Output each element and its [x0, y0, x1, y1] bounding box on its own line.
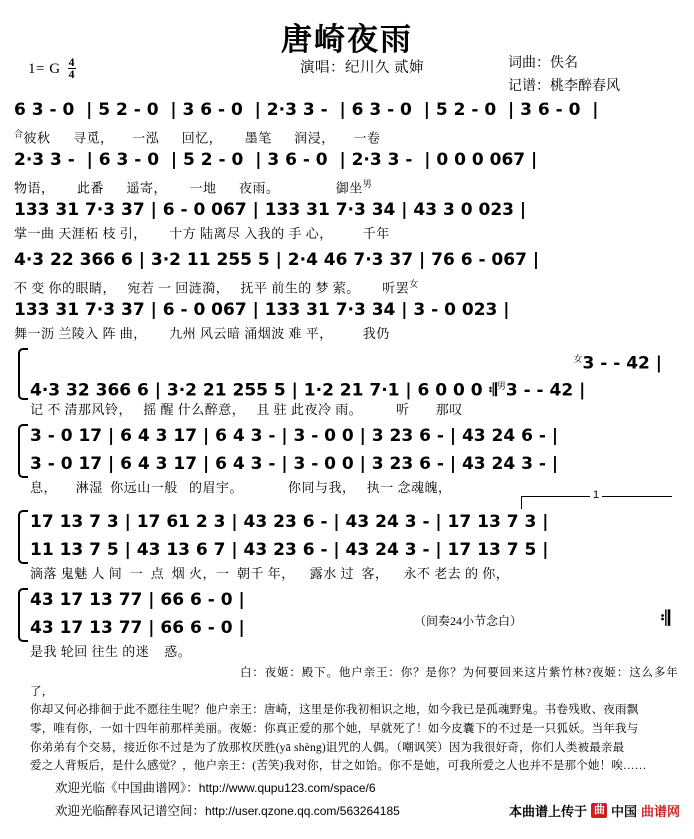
lyric-row — [30, 642, 680, 662]
music-system-8 — [14, 489, 680, 584]
ending-number: 1 — [590, 489, 602, 501]
note-row: 4·3 22 366 6 | 3·2 11 255 5 | 2·4 46 7·3 37 | 76 6 - 067 | — [14, 250, 540, 270]
note-row-upper: 3 - 0 17 | 6 4 3 17 | 6 4 3 - | 3 - 0 0 | 3 23 6 - | 43 24 6 - | — [30, 426, 559, 446]
brand-logo-icon: 曲 — [591, 803, 607, 817]
music-system-2 — [14, 146, 680, 194]
sheet-header — [0, 0, 694, 96]
key-signature — [28, 55, 76, 82]
upper-tail-notes: 3 - - 42 | — [582, 353, 662, 374]
music-system-3 — [14, 196, 680, 244]
footer-link-1-url[interactable]: http://www.qupu123.com/space/6 — [198, 781, 376, 795]
page-title: 唐崎夜雨 — [281, 22, 413, 58]
dialogue-text: 白：夜姬：殿下。他户亲王：你？是你？为何要回来这片紫竹林?夜姬：这么多年了， — [30, 667, 678, 698]
note-row-lower: 3 - 0 17 | 6 4 3 17 | 6 4 3 - | 3 - 0 0 | 3 23 6 - | 43 24 3 - | — [30, 454, 559, 474]
lyric-row: 记 不 清那风铃， 摇 醒 什么醉意， 且 驻 此夜冷 雨。 听 那叹 — [30, 402, 463, 417]
time-signature — [68, 57, 76, 81]
footer-link-row-2 — [55, 800, 400, 823]
music-score — [0, 96, 694, 662]
lyric-text: 彼秋 寻觅， 一泓 回忆， 墨笔 润浸， 一卷 — [23, 130, 381, 146]
music-system-9 — [14, 586, 680, 662]
time-signature-numerator: 4 — [68, 55, 75, 69]
brand-name-red: 曲谱网 — [640, 804, 680, 819]
note-row: 2·3 3 - | 6 3 - 0 | 5 2 - 0 | 3 6 - 0 | 2·3 3 - | 0 0 0 067 | — [14, 150, 538, 170]
lyric-row: 息， 淋湿 你远山一般 的眉宇。 你同与我， 执一 念魂魄， — [30, 480, 452, 495]
footer-link-row-1 — [55, 777, 400, 800]
note-row: 6 3 - 0 | 5 2 - 0 | 3 6 - 0 | 2·3 3 - | 6 3 - 0 | 5 2 - 0 | 3 6 - 0 | — [14, 100, 599, 120]
sheet-footer — [0, 775, 694, 831]
note-row: 4·3 32 366 6 | 3·2 21 255 5 | 1·2 21 7·1 | 6 0 0 0 𝄇$^男$3 - - 42 | — [30, 380, 586, 401]
credit-singer: 演唱：纪川久 贰婶 — [300, 60, 425, 76]
dialogue-line-5: 爱之人背叛后，是什么感觉？，他户亲王：(苦笑)我对你，甘之如饴。你不是她，可我所爱之人也并不是那个她！唉…… — [30, 760, 647, 773]
footer-link-2-url[interactable]: http://user.qzone.qq.com/563264185 — [205, 804, 400, 819]
music-system-5 — [14, 296, 680, 344]
voice-mark-female: 女 — [573, 354, 583, 364]
credit-transcriber: 记谱：桃李醉春风 — [508, 79, 620, 95]
note-row-lower: 11 13 7 5 | 43 13 6 7 | 43 23 6 - | 43 24 3 - | 17 13 7 5 | — [30, 540, 549, 560]
spoken-dialogue — [30, 664, 678, 776]
dialogue-line-3: 零，唯有你，一如十四年前那样美丽。夜姬：你真正爱的那个她，早就死了！如今皮囊下的不过是一只狐妖。当年我与 — [30, 722, 639, 735]
footer-links — [55, 777, 400, 823]
dialogue-line-4: 你弟弟有个交易，接近你不过是为了放那枚厌胜(yā shèng)诅咒的人偶。（嘲讽笑）因为我很好奇，你们人类被最亲最 — [30, 741, 625, 754]
upper-tail-row — [30, 346, 680, 372]
credit-block — [508, 52, 620, 98]
time-signature-denominator: 4 — [68, 67, 75, 82]
brand-watermark — [509, 801, 680, 820]
voice-mark: 合 — [14, 129, 24, 139]
note-row-lower — [30, 614, 680, 642]
lyric-row — [14, 124, 680, 144]
note-row-upper: 17 13 7 3 | 17 61 2 3 | 43 23 6 - | 43 24 3 - | 17 13 7 3 | — [30, 512, 549, 532]
lyric-text: 不 变 你的眼睛， 宛若 一 回涟漪， 抚平 前生的 梦 萦。 听罢 — [14, 280, 410, 296]
voice-mark: 女 — [409, 279, 419, 289]
lyric-row — [14, 174, 680, 194]
end-repeat-barline: 𝄇 — [660, 606, 670, 630]
brand-name-cn: 中国 — [610, 804, 637, 819]
footer-link-2-label: 欢迎光临醉春风记谱空间： — [55, 804, 206, 819]
key-label: 1= G — [28, 61, 61, 78]
lyric-row — [14, 274, 680, 294]
lyric-text: 物语， 此番 遥寄， 一地 夜雨。 御坐 — [14, 180, 363, 196]
music-system-1 — [14, 96, 680, 144]
footer-link-1-label: 欢迎光临《中国曲谱网》： — [55, 781, 199, 795]
lyric-row: 舞一沥 兰陵入 阵 曲， 九州 风云暗 涌烟波 难 平， 我仍 — [14, 326, 390, 341]
lyric-text: 是我 轮回 往生 的迷 惑。 — [30, 644, 192, 659]
note-row: 133 31 7·3 37 | 6 - 0 067 | 133 31 7·3 34 | 3 - 0 023 | — [14, 300, 510, 320]
note-row: 133 31 7·3 37 | 6 - 0 067 | 133 31 7·3 34 | 43 3 0 023 | — [14, 200, 527, 220]
interlude-annotation: （间奏24小节念白） — [414, 614, 523, 628]
dialogue-line-1 — [30, 664, 678, 701]
note-row-upper: 43 17 13 77 | 66 6 - 0 | — [30, 590, 245, 610]
lower-notes: 43 17 13 77 | 66 6 - 0 | — [30, 618, 245, 638]
voice-mark-male: 男 — [496, 381, 506, 391]
music-system-7 — [14, 422, 680, 498]
dialogue-line-2: 你却又何必排徊于此不愿往生呢？他户亲王：唐崎，这里是你我初相识之地，如今我已是孤魂野鬼。书卷残败、夜雨飘 — [30, 704, 639, 717]
lower-tail-notes: 3 - - 42 | — [505, 380, 586, 401]
brand-prefix: 本曲谱上传于 — [508, 804, 587, 819]
credit-composer: 词曲：佚名 — [508, 56, 578, 71]
lyric-row: 滴落 鬼魅 人 间 一 点 烟 火，一 朝千 年， 露水 过 客， 永不 老去 的 你， — [30, 566, 510, 581]
music-system-4 — [14, 246, 680, 294]
voice-mark: 男 — [362, 179, 373, 189]
lyric-row: 掌一曲 天涯柘 枝 引， 十方 陆离尽 入我的 手 心， 千年 — [14, 226, 390, 241]
music-system-6 — [14, 346, 680, 420]
main-notes: 4·3 32 366 6 | 3·2 21 255 5 | 1·2 21 7·1 | 6 0 0 0 — [30, 380, 483, 401]
